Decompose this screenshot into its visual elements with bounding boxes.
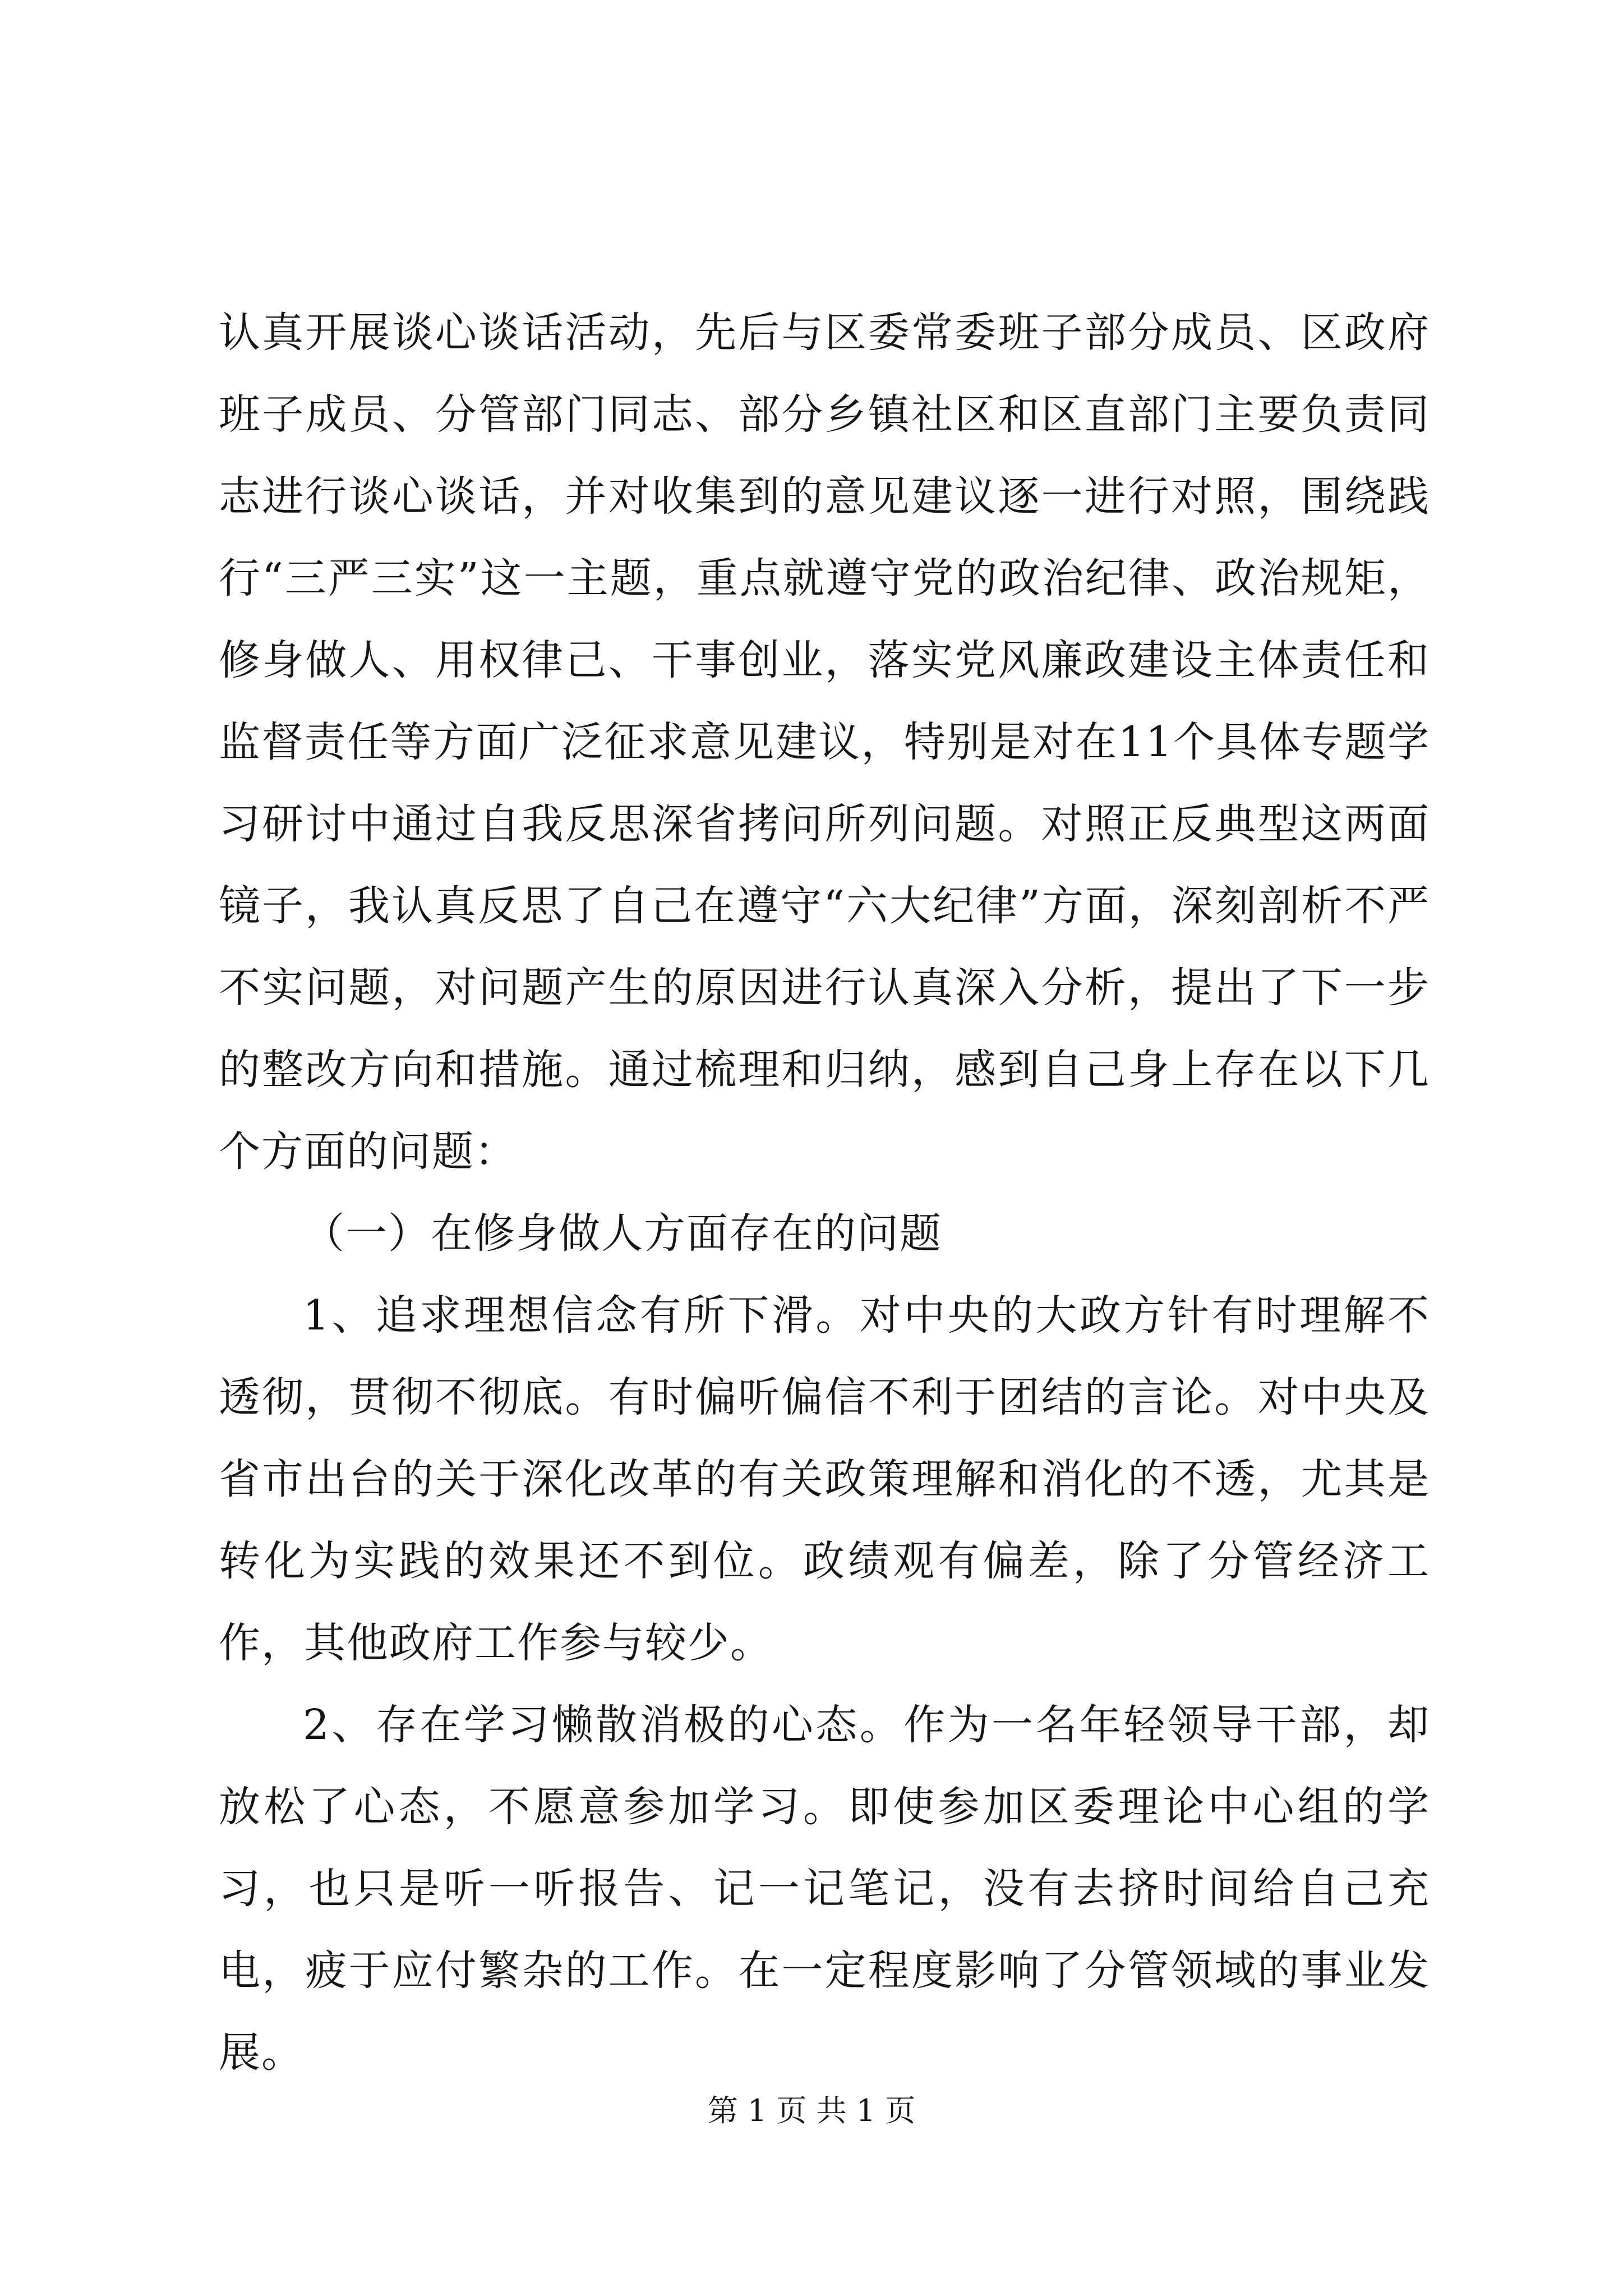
document-body xyxy=(219,292,1430,2093)
page-footer: 第 1 页 共 1 页 xyxy=(707,2093,916,2128)
paragraph-item-1: 1、追求理想信念有所下滑。对中央的大政方针有时理解不透彻，贯彻不彻底。有时偏听偏信不利于团结的言论。对中央及省市出台的关于深化改革的有关政策理解和消化的不透，尤其是转化为实践的效果还不到位。政绩观有偏差，除了分管经济工作，其他政府工作参与较少。 xyxy=(219,1291,1430,1667)
section-heading: （一）在修身做人方面存在的问题 xyxy=(303,1209,942,1258)
paragraph-continuation: 认真开展谈心谈话活动，先后与区委常委班子部分成员、区政府班子成员、分管部门同志、部分乡镇社区和区直部门主要负责同志进行谈心谈话，并对收集到的意见建议逐一进行对照，围绕践行“三严三实”这一主题，重点就遵守党的政治纪律、政治规矩，修身做人、用权律己、干事创业，落实党风廉政建设主体责任和监督责任等方面广泛征求意见建议，特别是对在11个具体专题学习研讨中通过自我反思深省拷问所列问题。对照正反典型这两面镜子，我认真反思了自己在遵守“六大纪律”方面，深刻剖析不严不实问题，对问题产生的原因进行认真深入分析，提出了下一步的整改方向和措施。通过梳理和归纳，感到自己身上存在以下几个方面的问题： xyxy=(219,309,1430,1176)
paragraph-item-2: 2、存在学习懒散消极的心态。作为一名年轻领导干部，却放松了心态，不愿意参加学习。即使参加区委理论中心组的学习，也只是听一听报告、记一记笔记，没有去挤时间给自己充电，疲于应付繁杂的工作。在一定程度影响了分管领域的事业发展。 xyxy=(219,1701,1430,2077)
